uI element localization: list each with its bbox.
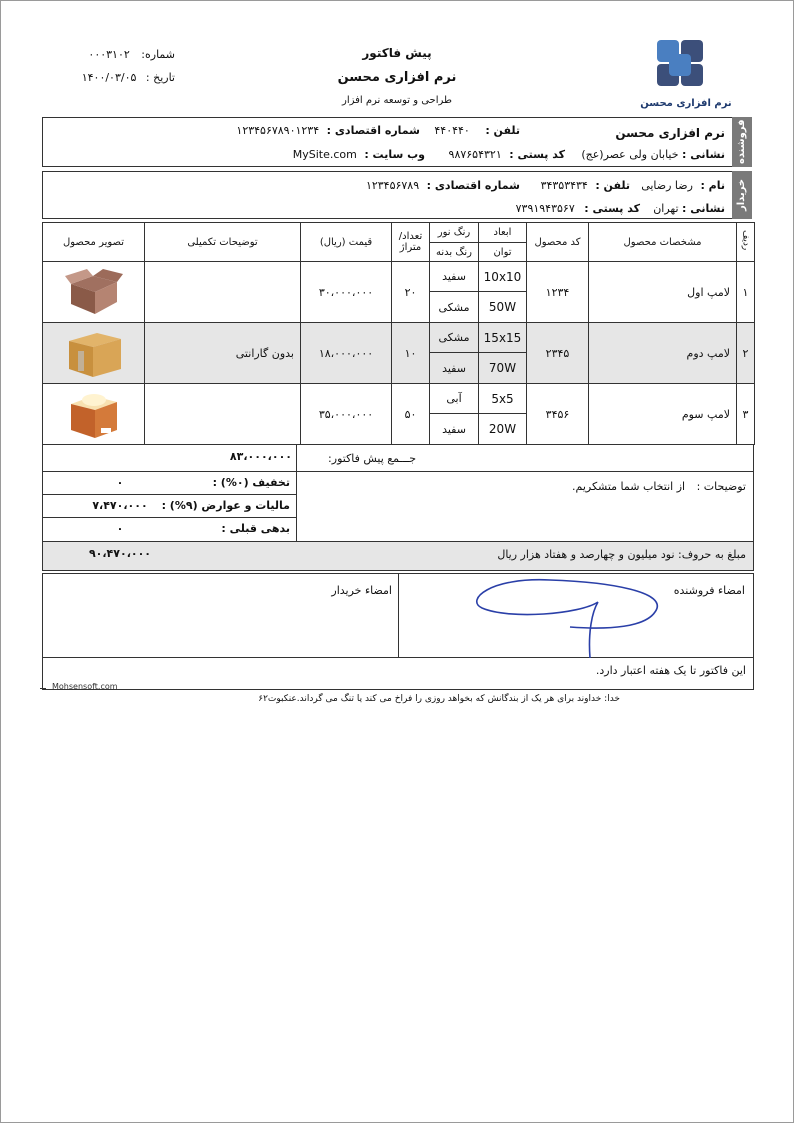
amount-in-words bbox=[300, 548, 746, 561]
buyer-address-value: تهران bbox=[653, 202, 679, 215]
company-logo bbox=[640, 36, 740, 116]
footer-verse: خدا: خداوند برای هر یک از بندگانش که بخواهد روزی را فراخ می کند یا تنگ می گرداند.عنکبوت۶۲ bbox=[258, 694, 620, 704]
header-spec: مشخصات محصول bbox=[589, 223, 737, 262]
row-price: ۳۰،۰۰۰،۰۰۰ bbox=[301, 262, 392, 323]
row-spec: لامپ اول bbox=[589, 262, 737, 323]
header-code: کد محصول bbox=[527, 223, 589, 262]
seller-phone bbox=[420, 124, 520, 137]
notes bbox=[450, 480, 746, 493]
totals-line bbox=[42, 517, 296, 518]
buyer-postal-value: ۷۳۹۱۹۴۳۵۶۷ bbox=[515, 202, 575, 215]
buyer-phone-label: تلفن : bbox=[595, 179, 630, 192]
grand-total: ۹۰،۴۷۰،۰۰۰ bbox=[88, 547, 152, 560]
seller-eco-value: ۱۲۳۴۵۶۷۸۹۰۱۲۳۴ bbox=[236, 124, 320, 137]
seller-signature bbox=[470, 572, 670, 662]
tax-label: مالیات و عوارض (۹%) : bbox=[161, 499, 290, 512]
logo-text: نرم افزاری محسن bbox=[640, 98, 732, 109]
header-light-color: رنگ نور bbox=[430, 223, 479, 243]
header-dim: ابعاد bbox=[479, 223, 527, 243]
prev-debt-value: ۰ bbox=[116, 522, 124, 535]
prev-debt-label: بدهی قبلی : bbox=[221, 522, 290, 535]
header-price: قیمت (ریال) bbox=[301, 223, 392, 262]
totals-divider bbox=[296, 445, 297, 541]
buyer-phone-value: ۳۴۳۵۳۴۳۴ bbox=[540, 179, 588, 192]
doc-title: پیش فاکتور bbox=[362, 46, 432, 60]
company-title: نرم افزاری محسن bbox=[337, 70, 457, 85]
buyer-postal bbox=[470, 202, 640, 215]
row-price: ۳۵،۰۰۰،۰۰۰ bbox=[301, 384, 392, 445]
row-body-color: سفید bbox=[430, 353, 479, 384]
words-label: مبلغ به حروف: bbox=[678, 548, 746, 561]
totals-line bbox=[42, 494, 296, 495]
row-light-color: مشکی bbox=[430, 323, 479, 353]
row-desc bbox=[145, 262, 301, 323]
seller-address-value: خیابان ولی عصر(عج) bbox=[581, 148, 679, 161]
row-qty: ۲۰ bbox=[392, 262, 430, 323]
row-light-color: آبی bbox=[430, 384, 479, 414]
sum-label: جـــمع پیش فاکتور: bbox=[328, 452, 416, 465]
seller-phone-label: تلفن : bbox=[485, 124, 520, 137]
row-code: ۳۴۵۶ bbox=[527, 384, 589, 445]
row-price: ۱۸،۰۰۰،۰۰۰ bbox=[301, 323, 392, 384]
seller-postal-label: کد پستی : bbox=[509, 148, 565, 161]
seller-postal-value: ۹۸۷۶۵۴۳۲۱ bbox=[448, 148, 502, 161]
header-body-color: رنگ بدنه bbox=[430, 243, 479, 262]
row-power: 50W bbox=[479, 292, 527, 323]
buyer-name-value: رضا رضایی bbox=[641, 179, 693, 192]
discount-value: ۰ bbox=[116, 476, 124, 489]
validity-note: این فاکتور تا یک هفته اعتبار دارد. bbox=[595, 664, 746, 677]
row-body-color: سفید bbox=[430, 414, 479, 445]
row-dim: 10x10 bbox=[479, 262, 527, 292]
notes-value: از انتخاب شما متشکریم. bbox=[572, 480, 686, 493]
row-body-color: مشکی bbox=[430, 292, 479, 323]
seller-postal bbox=[420, 148, 565, 161]
seller-phone-value: ۴۴۰۴۴۰ bbox=[434, 124, 470, 137]
watermark-tick bbox=[40, 688, 46, 689]
row-dim: 5x5 bbox=[479, 384, 527, 414]
number-value: ۰۰۰۳۱۰۲ bbox=[88, 48, 130, 61]
buyer-eco-label: شماره اقتصادی : bbox=[426, 179, 520, 192]
seller-website bbox=[290, 148, 425, 161]
glowing-box-icon bbox=[63, 388, 125, 440]
discount-label: تخفیف (۰%) : bbox=[212, 476, 290, 489]
row-number: ۲ bbox=[737, 323, 755, 384]
product-image bbox=[43, 384, 145, 445]
buyer-name-label: نام : bbox=[700, 179, 725, 192]
buyer-name bbox=[620, 179, 725, 192]
table-row bbox=[43, 262, 755, 292]
header-qty: تعداد/ متراژ bbox=[392, 223, 430, 262]
row-code: ۱۲۳۴ bbox=[527, 262, 589, 323]
date-value: ۱۴۰۰/۰۳/۰۵ bbox=[81, 71, 137, 84]
row-spec: لامپ سوم bbox=[589, 384, 737, 445]
closed-cardboard-box-icon bbox=[63, 327, 125, 379]
seller-address bbox=[560, 148, 725, 161]
seller-website-label: وب سایت : bbox=[364, 148, 425, 161]
row-number: ۳ bbox=[737, 384, 755, 445]
product-image bbox=[43, 262, 145, 323]
seller-eco bbox=[210, 124, 420, 137]
header-image: تصویر محصول bbox=[43, 223, 145, 262]
invoice-date bbox=[60, 71, 175, 84]
tax-value: ۷،۴۷۰،۰۰۰ bbox=[92, 499, 148, 512]
invoice-number bbox=[60, 48, 175, 61]
sum-value: ۸۳،۰۰۰،۰۰۰ bbox=[229, 450, 292, 463]
totals-line bbox=[42, 471, 754, 472]
row-dim: 15x15 bbox=[479, 323, 527, 353]
row-power: 20W bbox=[479, 414, 527, 445]
seller-signature-label: امضاء فروشنده bbox=[673, 584, 745, 597]
header-power: توان bbox=[479, 243, 527, 262]
seller-address-label: نشانی : bbox=[682, 148, 725, 161]
row-number: ۱ bbox=[737, 262, 755, 323]
buyer-address-label: نشانی : bbox=[682, 202, 725, 215]
company-subtitle: طراحی و توسعه نرم افزار bbox=[341, 95, 452, 106]
buyer-postal-label: کد پستی : bbox=[584, 202, 640, 215]
number-label: شماره: bbox=[141, 48, 175, 61]
items-table bbox=[42, 222, 755, 445]
buyer-tab: خریدار bbox=[732, 171, 752, 219]
buyer-eco-value: ۱۲۳۴۵۶۷۸۹ bbox=[365, 179, 420, 192]
product-image bbox=[43, 323, 145, 384]
buyer-eco bbox=[330, 179, 520, 192]
signature-divider bbox=[398, 573, 399, 657]
row-desc bbox=[145, 384, 301, 445]
date-label: تاریخ : bbox=[145, 71, 175, 84]
open-cardboard-box-icon bbox=[63, 266, 125, 318]
buyer-signature-label: امضاء خریدار bbox=[331, 584, 392, 597]
notes-label: توضیحات : bbox=[696, 480, 746, 493]
table-row bbox=[43, 323, 755, 353]
words-value: نود میلیون و چهارصد و هفتاد هزار ریال bbox=[497, 548, 675, 561]
seller-eco-label: شماره اقتصادی : bbox=[326, 124, 420, 137]
row-qty: ۱۰ bbox=[392, 323, 430, 384]
header-desc: توضیحات تکمیلی bbox=[145, 223, 301, 262]
row-code: ۲۳۴۵ bbox=[527, 323, 589, 384]
watermark: Mohsensoft.com bbox=[52, 682, 118, 691]
seller-tab: فروشنده bbox=[732, 117, 752, 167]
row-desc: بدون گارانتی bbox=[145, 323, 301, 384]
table-row bbox=[43, 384, 755, 414]
seller-name: نرم افزاری محسن bbox=[615, 126, 725, 140]
header-row-number: ردیف bbox=[737, 223, 755, 262]
row-power: 70W bbox=[479, 353, 527, 384]
row-spec: لامپ دوم bbox=[589, 323, 737, 384]
seller-website-value: MySite.com bbox=[292, 148, 357, 161]
row-qty: ۵۰ bbox=[392, 384, 430, 445]
row-light-color: سفید bbox=[430, 262, 479, 292]
